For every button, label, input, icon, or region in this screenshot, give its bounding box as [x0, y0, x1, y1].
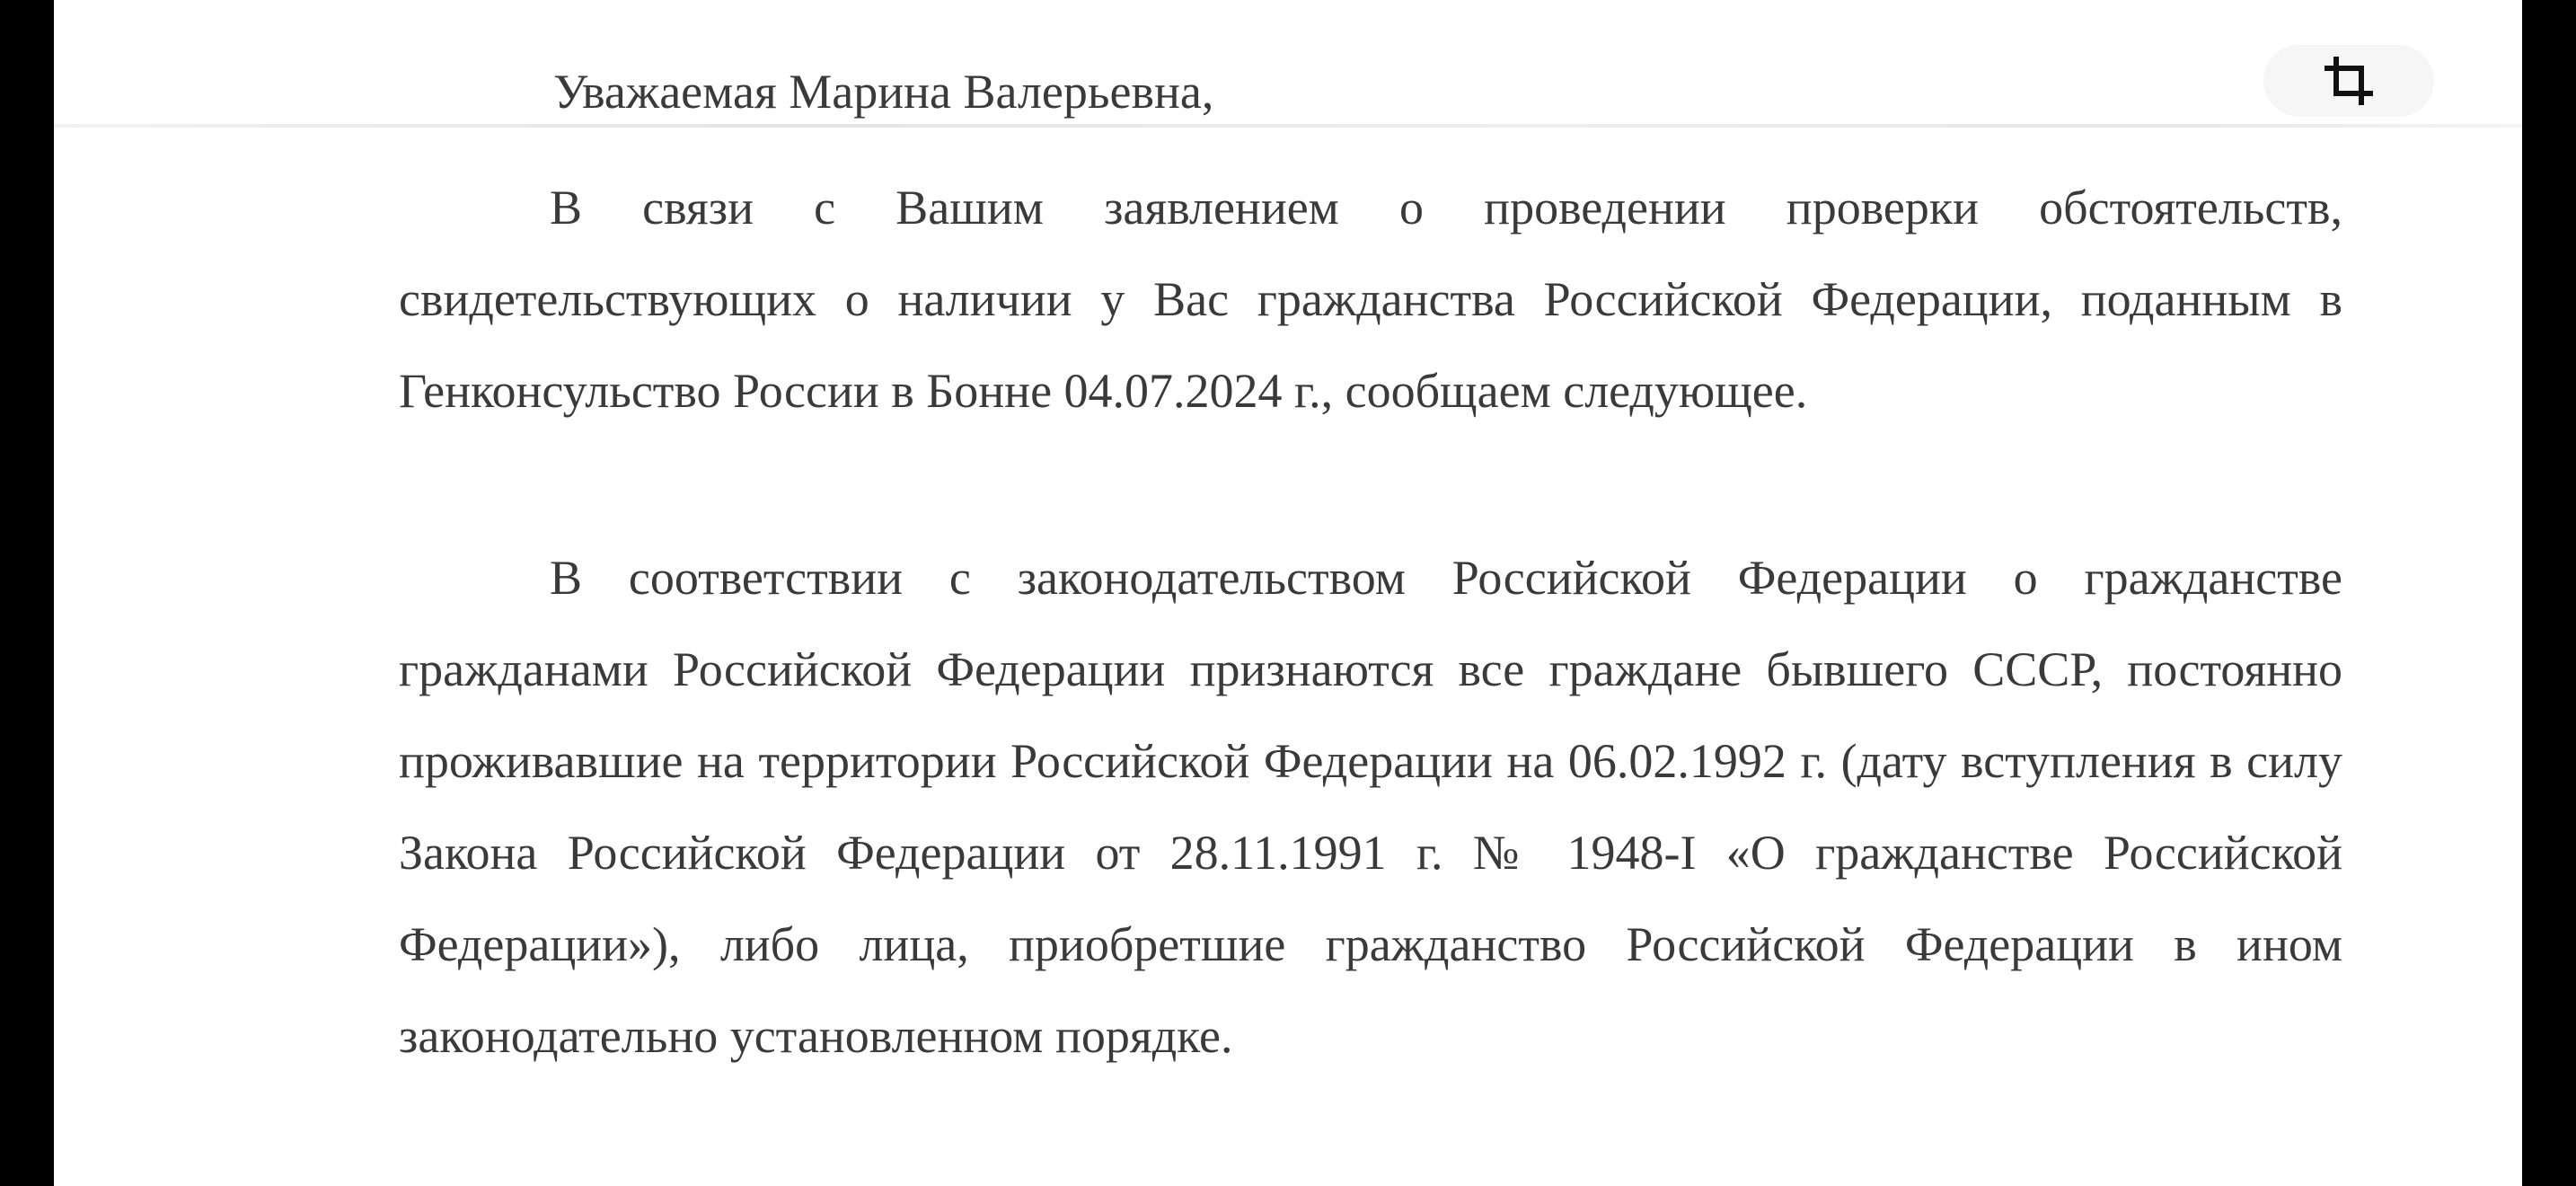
crop-button[interactable]	[2263, 45, 2434, 117]
paragraph-1: В связи с Вашим заявлением о проведении проверки обстоятельств, свидетельствующих о наличии у Вас гражданства Российской Федерации, поданным в Генконсульство России в Бонне 04.07.2024 г., сообщаем следующее.	[399, 181, 2342, 418]
document-text	[54, 0, 2522, 1186]
salutation: Уважаемая Марина Валерьевна,	[553, 65, 1214, 119]
crop-icon	[2324, 56, 2374, 106]
paragraph-2: В соответствии с законодательством Российской Федерации о гражданстве гражданами Российской Федерации признаются все граждане бывшего СССР, постоянно проживавшие на территории Российской Федерации на 06.02.1992 г. (дату вступления в силу Закона Российской Федерации от 28.11.1991 г. № 1948-I «О гражданстве Российской Федерации»), либо лица, приобретшие гражданство Российской Федерации в ином законодательно установленном порядке.	[399, 551, 2342, 1063]
scanned-document-page[interactable]	[54, 0, 2522, 1186]
